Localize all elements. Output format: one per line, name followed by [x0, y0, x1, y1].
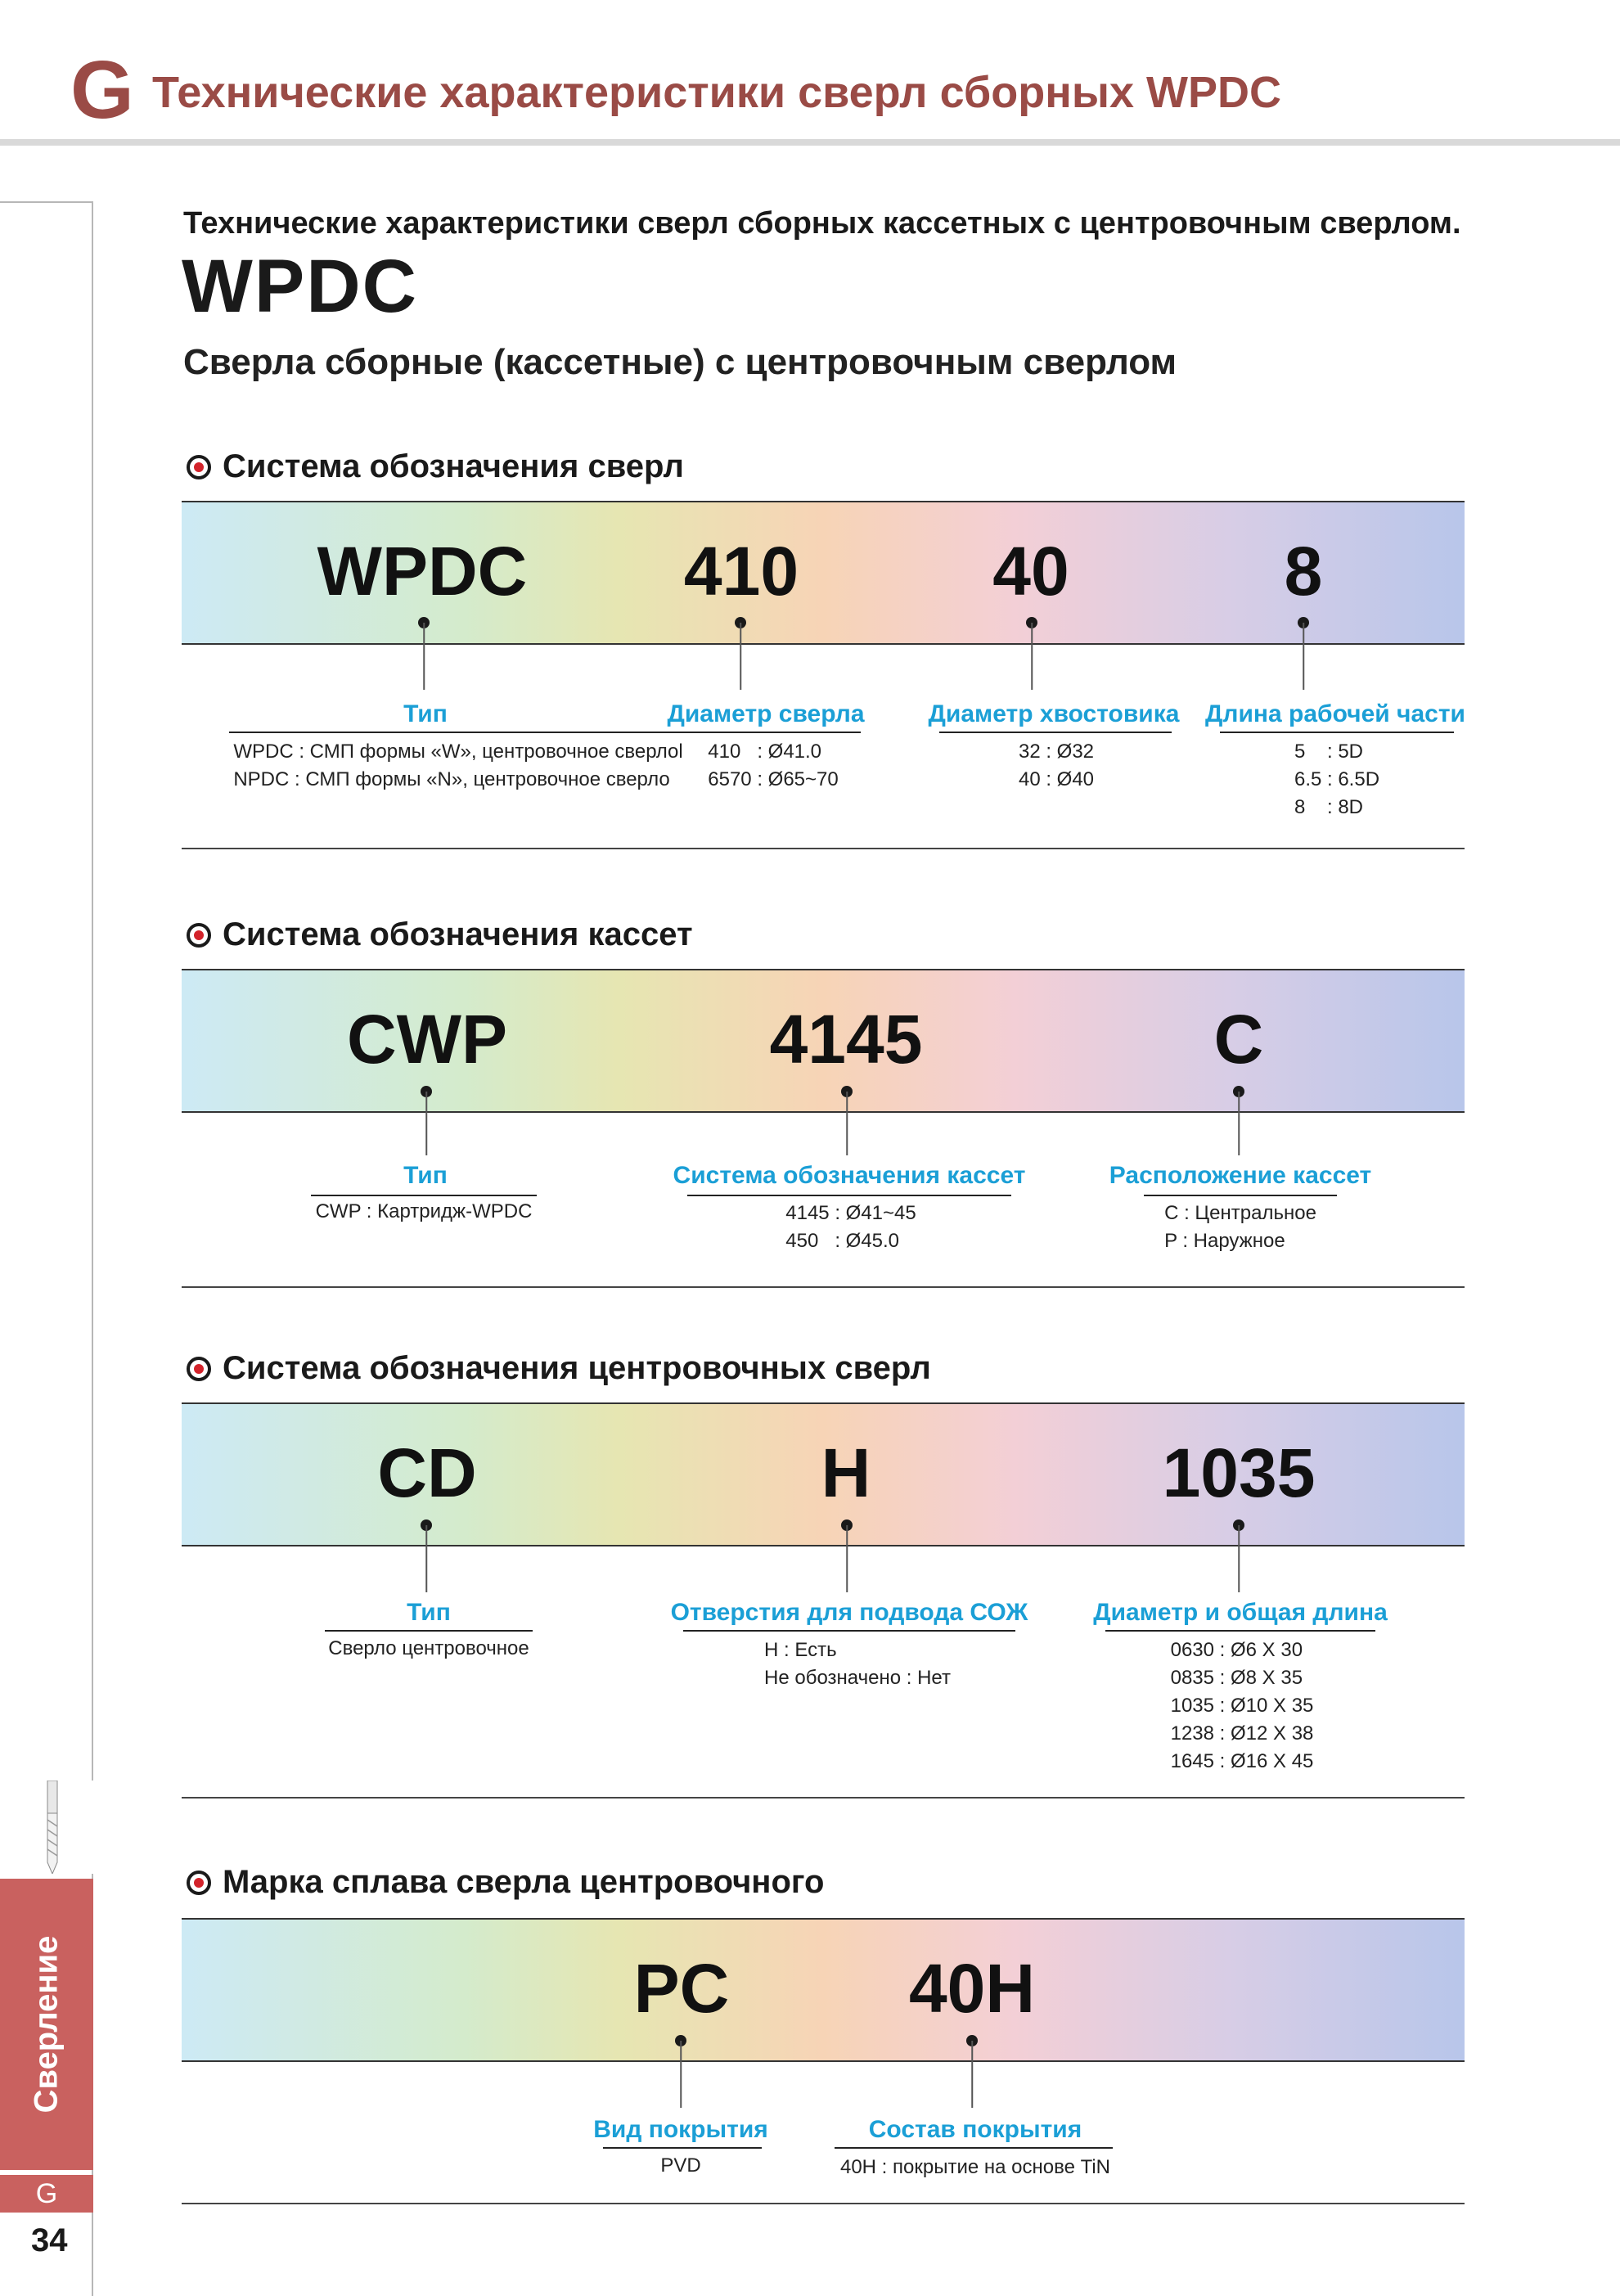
field-label: Система обозначения кассет — [673, 1162, 1026, 1189]
code-part: CWP — [347, 1001, 507, 1078]
label-underline — [939, 732, 1172, 733]
section-heading — [187, 916, 693, 953]
field-values — [1294, 738, 1379, 822]
field-value: 6570 : Ø65~70 — [708, 768, 839, 790]
connector-line — [1031, 623, 1033, 690]
field-value: 0630 : Ø6 X 30 — [1170, 1639, 1303, 1661]
field-label: Длина рабочей части — [1205, 700, 1465, 727]
section-heading — [187, 448, 684, 485]
field-values — [840, 2154, 1110, 2181]
bullet-icon — [187, 923, 211, 948]
header-divider — [0, 139, 1620, 146]
label-underline — [674, 732, 861, 733]
connector-line — [425, 1525, 427, 1592]
field-value: 5 : 5D — [1294, 741, 1364, 763]
code-part: 410 — [683, 533, 799, 610]
page-title: Технические характеристики сверл сборных WPDC — [152, 68, 1281, 117]
field-value: CWP : Картридж-WPDC — [315, 1200, 533, 1222]
field-label: Тип — [403, 1162, 448, 1189]
side-tab-drilling — [0, 1879, 93, 2170]
field-value: 410 : Ø41.0 — [708, 741, 822, 763]
code-part: 40H — [908, 1950, 1036, 2027]
connector-line — [846, 1525, 848, 1592]
field-values — [1164, 1200, 1316, 1255]
product-code: WPDC — [182, 245, 419, 328]
code-part: C — [1213, 1001, 1264, 1078]
bullet-icon — [187, 1871, 211, 1895]
field-values — [660, 2152, 700, 2180]
code-part: 8 — [1284, 533, 1323, 610]
field-value: PVD — [660, 2154, 701, 2177]
label-underline — [687, 1195, 1011, 1196]
field-value: WPDC : СМП формы «W», центровочное сверлоl — [233, 741, 683, 763]
code-part: 4145 — [769, 1001, 923, 1078]
field-value: 40H : покрытие на основе TiN — [839, 2156, 1111, 2178]
field-value: 0835 : Ø8 X 35 — [1170, 1667, 1303, 1689]
field-value: 6.5 : 6.5D — [1294, 768, 1380, 790]
side-rule — [92, 201, 93, 1781]
code-part: 40 — [992, 533, 1069, 610]
side-tab-label: Сверление — [28, 1935, 65, 2114]
section-heading — [187, 1864, 824, 1901]
field-value: 1645 : Ø16 X 45 — [1170, 1750, 1314, 1772]
section-divider — [182, 848, 1465, 849]
connector-line — [1303, 623, 1304, 690]
section-heading-text: Система обозначения кассет — [223, 916, 693, 952]
connector-line — [423, 623, 425, 690]
drill-bit-icon — [39, 1781, 65, 1874]
section-heading-text: Система обозначения сверл — [223, 448, 684, 484]
product-description: Сверла сборные (кассетные) с центровочным сверлом — [183, 342, 1177, 382]
code-band — [182, 1918, 1465, 2062]
section-heading-text: Марка сплава сверла центровочного — [223, 1864, 825, 1900]
label-underline — [1144, 1195, 1337, 1196]
intro-subtitle: Технические характеристики сверл сборных кассетных с центровочным сверлом. — [183, 206, 1461, 241]
field-values — [1171, 1636, 1314, 1776]
connector-line — [1238, 1092, 1240, 1155]
field-value: 1238 : Ø12 X 38 — [1170, 1722, 1314, 1745]
header-letter: G — [70, 44, 134, 136]
label-underline — [683, 1630, 1015, 1632]
bullet-icon — [187, 1357, 211, 1381]
connector-line — [846, 1092, 848, 1155]
connector-line — [971, 2041, 973, 2108]
bullet-icon — [187, 455, 211, 479]
connector-line — [1238, 1525, 1240, 1592]
connector-line — [425, 1092, 427, 1155]
field-label: Отверстия для подвода СОЖ — [670, 1599, 1028, 1626]
code-part: CD — [377, 1434, 477, 1511]
field-label: Тип — [403, 700, 448, 727]
field-value: Не обозначено : Нет — [764, 1667, 951, 1689]
page-number: 34 — [31, 2222, 68, 2258]
field-values — [233, 738, 682, 794]
label-underline — [1105, 1630, 1375, 1632]
field-values — [328, 1635, 529, 1663]
field-label: Тип — [407, 1599, 451, 1626]
field-label: Расположение кассет — [1109, 1162, 1372, 1189]
field-value: 4145 : Ø41~45 — [785, 1202, 916, 1224]
field-value: 1035 : Ø10 X 35 — [1170, 1695, 1314, 1717]
label-underline — [311, 1195, 537, 1196]
connector-line — [740, 623, 741, 690]
section-heading-text: Система обозначения центровочных сверл — [223, 1350, 931, 1386]
field-value: H : Есть — [764, 1639, 837, 1661]
code-part: PC — [633, 1950, 730, 2027]
field-label: Вид покрытия — [593, 2116, 768, 2143]
field-label: Диаметр сверла — [667, 700, 865, 727]
field-values — [764, 1636, 951, 1692]
field-value: Сверло центровочное — [328, 1637, 529, 1659]
side-section-letter: G — [0, 2175, 93, 2213]
field-label: Состав покрытия — [868, 2116, 1082, 2143]
code-part: WPDC — [317, 533, 528, 610]
section-divider — [182, 2203, 1465, 2204]
field-value: 32 : Ø32 — [1018, 741, 1095, 763]
field-value: 450 : Ø45.0 — [785, 1230, 900, 1252]
field-value: P : Наружное — [1164, 1230, 1285, 1252]
field-value: NPDC : СМП формы «N», центровочное сверло — [233, 768, 670, 790]
section-heading — [187, 1350, 931, 1387]
label-underline — [229, 732, 687, 733]
code-part: H — [821, 1434, 871, 1511]
code-part: 1035 — [1162, 1434, 1316, 1511]
label-underline — [1220, 732, 1454, 733]
label-underline — [603, 2147, 762, 2149]
section-divider — [182, 1286, 1465, 1288]
section-divider — [182, 1797, 1465, 1799]
label-underline — [835, 2147, 1113, 2149]
field-values — [708, 738, 838, 794]
field-label: Диаметр хвостовика — [928, 700, 1180, 727]
field-label: Диаметр и общая длина — [1093, 1599, 1388, 1626]
field-value: 8 : 8D — [1294, 796, 1364, 818]
field-values — [1019, 738, 1094, 794]
label-underline — [325, 1630, 533, 1632]
side-top-rule — [0, 201, 93, 203]
field-value: C : Центральное — [1164, 1202, 1316, 1224]
field-values — [785, 1200, 916, 1255]
field-value: 40 : Ø40 — [1018, 768, 1095, 790]
connector-line — [680, 2041, 682, 2108]
field-values — [316, 1198, 533, 1226]
